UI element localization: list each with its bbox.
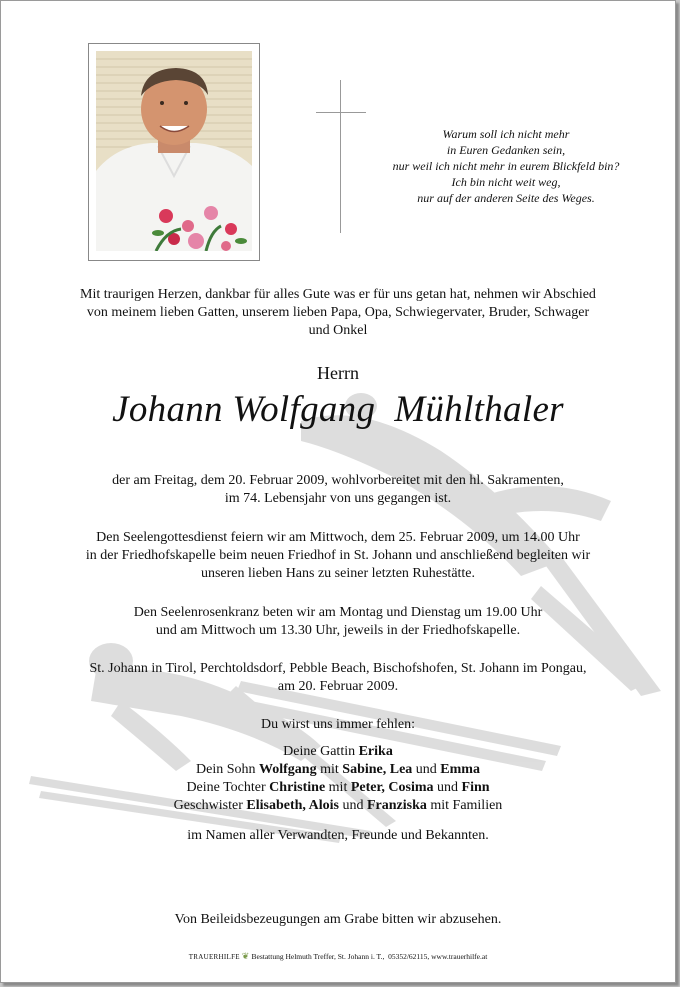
family-name: Franziska xyxy=(366,798,427,813)
family-label: mit Familien xyxy=(426,798,503,813)
miss-text: Du wirst uns immer fehlen: xyxy=(261,717,415,732)
cross-icon xyxy=(340,80,341,233)
family-label: Deine Gattin xyxy=(283,744,359,759)
place-date xyxy=(1,660,675,696)
condolences-note: Von Beileidsbezeugungen am Grabe bitten wir abzusehen. xyxy=(174,912,502,927)
family-siblings xyxy=(1,797,675,815)
place-line: St. Johann in Tirol, Perchtoldsdorf, Pebble Beach, Bischofshofen, St. Johann im Pongau, xyxy=(89,661,587,676)
intro-text xyxy=(1,286,675,340)
family-label: und xyxy=(338,798,367,813)
family-name: Finn xyxy=(461,780,490,795)
family-daughter xyxy=(1,779,675,797)
salutation: Herrn xyxy=(317,363,359,383)
poem-line: nur weil ich nicht mehr in eurem Blickfeld bin? xyxy=(392,159,620,173)
family-label: Geschwister xyxy=(173,798,247,813)
family-name: Sabine, Lea xyxy=(342,762,413,777)
family-label: mit xyxy=(316,762,343,777)
poem-line: in Euren Gedanken sein, xyxy=(446,143,566,157)
mass-line: Den Seelengottesdienst feiern wir am Mittwoch, dem 25. Februar 2009, um 14.00 Uhr xyxy=(96,530,580,545)
footer xyxy=(1,951,675,962)
family-son xyxy=(1,761,675,779)
family-label: Deine Tochter xyxy=(186,780,270,795)
death-notice xyxy=(1,472,675,508)
relatives-text: im Namen aller Verwandten, Freunde und Bekannten. xyxy=(187,828,489,843)
intro-line: Mit traurigen Herzen, dankbar für alles Gute was er für uns getan hat, nehmen wir Abschied xyxy=(80,287,596,302)
family-label: Dein Sohn xyxy=(196,762,260,777)
family-list xyxy=(1,743,675,815)
mass-line: in der Friedhofskapelle beim neuen Friedhof in St. Johann und anschließend begleiten wir xyxy=(85,548,591,563)
family-name: Christine xyxy=(269,780,326,795)
mass-line: unseren lieben Hans zu seiner letzten Ruhestätte. xyxy=(200,566,476,581)
rosary-line: und am Mittwoch um 13.30 Uhr, jeweils in der Friedhofskapelle. xyxy=(155,623,521,638)
family-label: und xyxy=(412,762,441,777)
rosary-line: Den Seelenrosenkranz beten wir am Montag und Dienstag um 19.00 Uhr xyxy=(133,605,543,620)
family-label: mit xyxy=(325,780,351,795)
intro-line: von meinem lieben Gatten, unserem lieben Papa, Opa, Schwiegervater, Bruder, Schwager xyxy=(86,305,590,320)
poem-line: nur auf der anderen Seite des Weges. xyxy=(417,191,595,205)
family-name: Wolfgang xyxy=(259,762,317,777)
family-name: Erika xyxy=(358,744,393,759)
death-line: im 74. Lebensjahr von uns gegangen ist. xyxy=(224,491,452,506)
family-label: und xyxy=(433,780,462,795)
leaf-icon: ❦ xyxy=(241,951,252,961)
death-line: der am Freitag, dem 20. Februar 2009, wohlvorbereitet mit den hl. Sakramenten, xyxy=(112,473,564,488)
footer-logo: TRAUERHILFE xyxy=(188,953,240,961)
family-name: Peter, Cosima xyxy=(350,780,434,795)
intro-line: und Onkel xyxy=(308,323,368,338)
deceased-name: Johann Wolfgang Mühlthaler xyxy=(112,389,564,430)
portrait-photo xyxy=(96,51,252,251)
family-name: Elisabeth, Alois xyxy=(246,798,339,813)
poem-line: Ich bin nicht weit weg, xyxy=(451,175,561,189)
funeral-mass xyxy=(1,529,675,583)
footer-text: Bestattung Helmuth Treffer, St. Johann i. T., 05352/62115, www.trauerhilfe.at xyxy=(251,952,488,961)
place-line: am 20. Februar 2009. xyxy=(277,679,399,694)
family-wife xyxy=(1,743,675,761)
rosary xyxy=(1,604,675,640)
family-name: Emma xyxy=(440,762,480,777)
poem-line: Warum soll ich nicht mehr xyxy=(442,127,570,141)
poem xyxy=(361,126,651,206)
portrait-photo-frame xyxy=(88,43,260,261)
cross-icon-beam xyxy=(316,112,366,113)
